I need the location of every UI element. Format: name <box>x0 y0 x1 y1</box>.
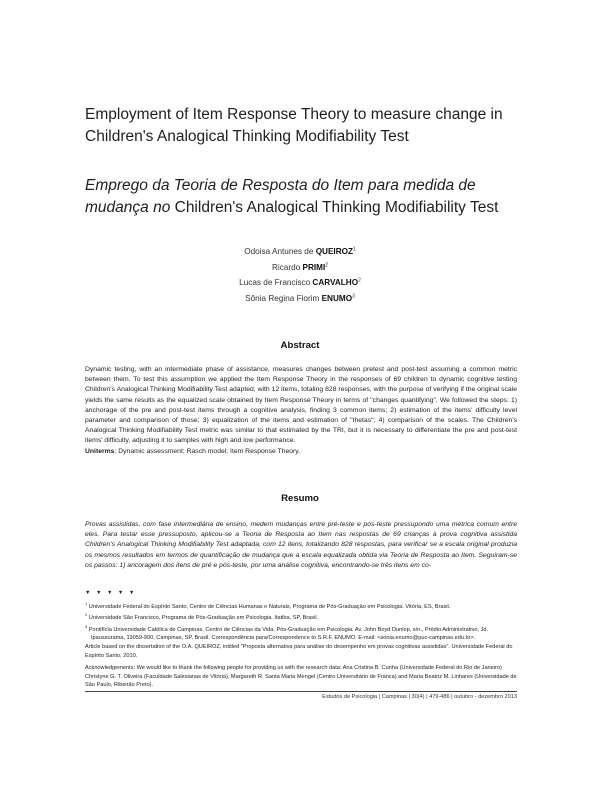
footnote: $^3$ Pontifícia Universidade Católica de Campinas, Centro de Ciências da Vida, Pós-Graduação em Psicologia. Av. John Boyd Dunlop, s/n., Prédio Administrativo, Jd. Ipaussurama, 13059-900, Campinas, SP, Brasil. Correspondência para/Correspondence to S.R.F. ENUMO. E-mail: <sonia.enumo@puc-campinas.edu.br>. <box>85 623 489 642</box>
footnote: $^2$ Universidade São Francisco, Programa de Pós-Graduação em Psicologia. Itatiba, SP, Brasil. <box>85 612 319 622</box>
uniterms: Uniterms: Dynamic assessment; Rasch model; Item Response Theory. <box>85 447 301 455</box>
footer-rule <box>85 691 517 692</box>
title-portuguese-regular: Children's Analogical Thinking Modifiability Test <box>170 199 499 216</box>
title-portuguese <box>85 175 525 219</box>
author: Odoisa Antunes de QUEIROZ$^1$ <box>244 246 356 256</box>
abstract-heading: Abstract <box>280 340 320 351</box>
title-english: Employment of Item Response Theory to measure change in Children's Analogical Thinking Modifiability Test <box>85 106 503 145</box>
resumo-body <box>85 520 517 570</box>
footnote: $^1$ Universidade Federal do Espírito Santo, Centro de Ciências Humanas e Naturais, Programa de Pós-Graduação em Psicologia. Vitória, ES, Brasil. <box>85 601 451 610</box>
author: Lucas de Francisco CARVALHO$^2$ <box>239 277 361 288</box>
author-list <box>100 244 500 306</box>
resumo-heading: Resumo <box>281 493 319 504</box>
author: Ricardo PRIMI$^2$ <box>271 261 329 272</box>
abstract-text: Dynamic testing, with an intermediate phase of assistance, measures changes between pretest and post-test assuming a common metric between them. To test this assumption we applied the Item Response Theory in the responses of 69 children to dynamic cognitive testing Children's Analogical Thinking Modifiability Test adapted, with 12 items, totaling 828 responses, with the purpose of verifying if the original scale yields the same results as the equalized scale obtained by Item Response Theory in terms of "changes quantifying". We followed the steps: 1) anchorage of the pre and post-test items through a cognitive analysis, finding 3 common items; 2) estimation of the items' difficulty level parameter and comparison of those; 3) equalization of the items and estimation of "thetas"; 4) comparison of the scales. The Children's Analogical Thinking Modifiability Test metric was similar to that estimated by the TRI, but it is necessary to differentiate the pre and post-test items' difficulty, adjusting it to samples with high and low performance. <box>85 366 517 445</box>
title-portuguese-italic: Emprego da Teoria de Resposta do Item para medida de mudança no <box>85 177 476 216</box>
footnotes <box>85 600 517 690</box>
author: Sônia Regina Fiorim ENUMO$^3$ <box>245 293 355 303</box>
article-based-note: Article based on the dissertation of the O.A. QUEIROZ, intitled "Proposta alternativa para análise do desempenho em provas cognitivas assistidas". Universidade Federal do Espírito Santo, 2010. <box>85 643 513 659</box>
acknowledgements: Acknowledgements: We would like to thank the following people for providing us with the research data: Ana Cristina B. Cunha (Universidade Federal do Rio de Janeiro) Christyne G. T. Oliveira (Faculdade Salesianas de Vitória), Margareth R. Santa Maria Mengel (Centro Universitário de Franca) and Maria Beatriz M. Linhares (Universidade de São Paulo, Ribeirão Preto). <box>85 665 517 689</box>
abstract-body <box>85 365 517 457</box>
footnote-separator-icon: ▼ ▼ ▼ ▼ ▼ <box>85 590 137 596</box>
resumo-text: Provas assistidas, com fase intermediária de ensino, medem mudanças entre pré-teste e pós-teste pressupondo uma métrica comum entre eles. Para testar esse pressuposto, aplicou-se a Teoria de Resposta ao Item nas respostas de 69 crianças à prova cognitiva assistida Children's Analogical Thinking Modifiability Test adaptada, com 12 itens, totalizando 828 respostas, para verificar se a escala original produzia os mesmos resultados em termos de quantificação de mudança que a escala equalizada obtida via Teoria de Resposta ao Item. Seguiram-se os passos: 1) ancoragem dos itens de pré e pós-teste, por uma análise cognitiva, encontrando-se três itens em co- <box>85 521 517 569</box>
journal-footer: Estudos de Psicologia | Campinas | 30(4) | 479-486 | outubro - dezembro 2013 <box>322 694 517 700</box>
